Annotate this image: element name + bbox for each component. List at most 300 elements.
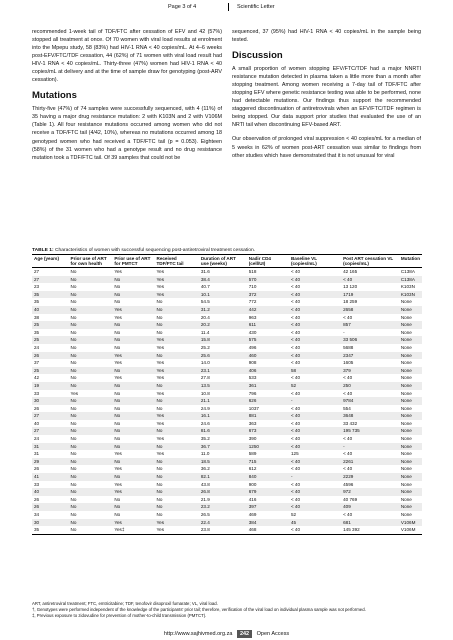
- cell-tdf-ftc-tail: No: [155, 352, 199, 360]
- cell-age: 25: [32, 321, 69, 329]
- cell-tdf-ftc-tail: Yes: [156, 269, 164, 274]
- table-row: [32, 473, 422, 481]
- cell-baseline-vl: < 40: [289, 488, 341, 496]
- cell-age: 33: [34, 390, 40, 396]
- cell-tdf-ftc-tail: No: [156, 481, 163, 487]
- cell-mutation: K103N: [400, 284, 415, 290]
- header-baseline-vl: Baseline VL (copies/mL): [289, 255, 341, 268]
- cell-post-art-vl: -: [341, 443, 399, 451]
- cell-age: 27: [32, 276, 69, 284]
- cell-duration: 25.6: [199, 352, 247, 360]
- cell-duration: 10.8: [200, 390, 210, 396]
- cell-prior-art-pmtct: No: [114, 284, 121, 290]
- cell-post-art-vl: 3648: [341, 412, 399, 420]
- header-duration: Duration of ART use (weeks): [199, 255, 247, 268]
- cell-baseline-vl: < 40: [290, 466, 301, 472]
- cell-post-art-vl: 554: [343, 405, 351, 411]
- cell-baseline-vl: < 40: [290, 436, 301, 442]
- table-caption-label: TABLE 1:: [32, 248, 54, 253]
- cell-baseline-vl: < 40: [289, 321, 341, 329]
- cell-duration: 40.7: [200, 284, 210, 290]
- cell-tdf-ftc-tail: No: [156, 405, 163, 411]
- cell-baseline-vl: < 40: [290, 314, 301, 320]
- cell-baseline-vl: < 40: [289, 503, 341, 511]
- cell-nadir-cd4: 673: [247, 427, 289, 435]
- cell-post-art-vl: < 40: [343, 314, 353, 320]
- table-row: [32, 298, 422, 306]
- cell-tdf-ftc-tail: No: [155, 382, 199, 390]
- cell-nadir-cd4: 900: [248, 481, 257, 487]
- cell-nadir-cd4: 518: [248, 269, 257, 274]
- cell-tdf-ftc-tail: Yes: [155, 519, 199, 527]
- cell-prior-art-own-health: No: [69, 382, 113, 390]
- cell-duration: 26.8: [199, 488, 247, 496]
- cell-baseline-vl: < 40: [290, 344, 301, 350]
- cell-prior-art-pmtct: No: [112, 427, 154, 435]
- cell-post-art-vl: 40 769: [343, 496, 358, 502]
- cell-baseline-vl: 125: [290, 451, 299, 457]
- cell-prior-art-pmtct: No: [114, 405, 121, 411]
- cell-age: 25: [32, 367, 69, 375]
- cell-tdf-ftc-tail: No: [155, 458, 199, 466]
- table-row: [32, 503, 422, 511]
- cell-mutation: None: [400, 390, 412, 396]
- table-row: [32, 344, 422, 352]
- cell-duration: 23.1: [199, 367, 247, 375]
- cell-nadir-cd4: 1250: [247, 443, 289, 451]
- table-row: [32, 511, 422, 519]
- cell-mutation: None: [400, 436, 412, 442]
- cell-prior-art-own-health: No: [70, 451, 77, 457]
- cell-age: 35: [34, 299, 40, 305]
- cell-baseline-vl: < 40: [290, 299, 301, 305]
- cell-baseline-vl: < 40: [289, 427, 341, 435]
- cell-mutation: None: [399, 336, 422, 344]
- cell-prior-art-pmtct: No: [112, 336, 154, 344]
- cell-age: 42: [34, 375, 40, 381]
- cell-post-art-vl: 681: [341, 519, 399, 527]
- cell-prior-art-own-health: Yes: [70, 390, 79, 396]
- cell-post-art-vl: 33 506: [341, 336, 399, 344]
- cell-tdf-ftc-tail: Yes: [155, 412, 199, 420]
- cell-nadir-cd4: 963: [248, 314, 257, 320]
- cell-mutation: V106M: [399, 526, 422, 534]
- cell-duration: 22.4: [199, 519, 247, 527]
- table-footnotes: [32, 601, 422, 618]
- cell-prior-art-own-health: No: [70, 405, 77, 411]
- cell-baseline-vl: 52: [289, 382, 341, 390]
- cell-post-art-vl: 18 259: [343, 299, 358, 305]
- cell-post-art-vl: 145 392: [341, 526, 399, 534]
- cell-duration: 27.8: [200, 375, 210, 381]
- table-row: [32, 435, 422, 443]
- cell-prior-art-pmtct: Yes: [112, 488, 154, 496]
- cell-tdf-ftc-tail: Yes: [156, 284, 164, 290]
- cell-prior-art-own-health: No: [69, 458, 113, 466]
- cell-mutation: None: [399, 458, 422, 466]
- cell-prior-art-pmtct: No: [114, 390, 121, 396]
- cell-mutation: V106M: [399, 519, 422, 527]
- cell-tdf-ftc-tail: Yes: [156, 451, 164, 457]
- table-row: [32, 488, 422, 496]
- cell-nadir-cd4: 468: [247, 526, 289, 534]
- cell-mutation: None: [400, 360, 412, 366]
- cell-prior-art-pmtct: No: [114, 344, 121, 350]
- footnote-pmtct: ‡, Previous exposure to zidovudine for prevention of mother-to-child transmission (PMTCT).: [32, 612, 207, 618]
- cell-age: 23: [34, 284, 40, 290]
- cell-baseline-vl: < 40: [289, 526, 341, 534]
- discussion-heading: Discussion: [232, 50, 283, 62]
- table-row: [32, 450, 422, 458]
- cell-prior-art-pmtct: No: [112, 276, 154, 284]
- cell-prior-art-pmtct: Yes: [114, 466, 122, 472]
- cell-nadir-cd4: 460: [247, 352, 289, 360]
- header-post-art-vl: Post ART cessation VL (copies/mL): [341, 255, 399, 268]
- cell-nadir-cd4: 416: [248, 496, 257, 502]
- cell-baseline-vl: < 40: [290, 375, 301, 381]
- cell-nadir-cd4: 442: [247, 306, 289, 314]
- cell-prior-art-pmtct: Yes: [114, 269, 122, 274]
- cell-prior-art-own-health: No: [69, 526, 113, 534]
- cell-mutation: None: [400, 344, 412, 350]
- cell-post-art-vl: 409: [341, 503, 399, 511]
- cell-tdf-ftc-tail: No: [156, 299, 163, 305]
- cell-post-art-vl: 2347: [341, 352, 399, 360]
- cell-prior-art-own-health: No: [69, 397, 113, 405]
- cell-age: 26: [32, 352, 69, 360]
- table-row: [32, 283, 422, 291]
- cell-prior-art-pmtct: Yes: [112, 519, 154, 527]
- cell-age: 19: [32, 382, 69, 390]
- cell-age: 40: [32, 306, 69, 314]
- cell-tdf-ftc-tail: No: [155, 503, 199, 511]
- table-row: [32, 314, 422, 322]
- cell-age: 29: [32, 458, 69, 466]
- cell-duration: 16.1: [199, 412, 247, 420]
- cell-mutation: None: [399, 382, 422, 390]
- cell-tdf-ftc-tail: Yes: [155, 336, 199, 344]
- table-row: [32, 306, 422, 314]
- table-row: [32, 390, 422, 398]
- table-header-row: [32, 255, 422, 268]
- results-paragraph-2: Thirty-five (47%) of 74 samples were successfully sequenced, with 4 (11%) of 35 having a major drug resistance mutation: 2 with K103N and 2 with V106M (Table 1). All four resistance mutations occurred among women who did not receive a TDF/FTC tail (4/42, 10%), whereas no mutations occurred among 18 genotyped women who had received a TDF/FTC tail (p = 0.053). Eighteen (58%) of the 31 women who had a genotype result and no drug resistance mutation took a TDF/FTC tail. Of 39 samples that could not be: [32, 106, 222, 161]
- table-row: [32, 374, 422, 382]
- cell-age: 35: [34, 329, 40, 335]
- cell-nadir-cd4: 715: [247, 458, 289, 466]
- cell-mutation: None: [399, 473, 422, 481]
- cell-prior-art-pmtct: No: [114, 496, 121, 502]
- cell-prior-art-pmtct: Yes: [114, 451, 122, 457]
- cell-tdf-ftc-tail: No: [156, 512, 163, 517]
- cell-baseline-vl: -: [289, 473, 341, 481]
- cell-post-art-vl: -: [343, 329, 345, 335]
- table-row: [32, 458, 422, 466]
- cell-duration: 82.1: [199, 473, 247, 481]
- cell-nadir-cd4: 626: [247, 397, 289, 405]
- cell-prior-art-pmtct: Yes‡: [112, 526, 154, 534]
- header-prior-art-own-health: Prior use of ART for own health: [69, 255, 113, 268]
- cell-prior-art-pmtct: No: [114, 420, 121, 426]
- table-row: [32, 352, 422, 360]
- cell-prior-art-own-health: No: [70, 420, 77, 426]
- cell-post-art-vl: 379: [341, 367, 399, 375]
- cell-duration: 20.2: [199, 321, 247, 329]
- cell-prior-art-own-health: No: [69, 503, 113, 511]
- cell-duration: 81.6: [199, 427, 247, 435]
- cell-prior-art-own-health: No: [69, 367, 113, 375]
- journal-url-link[interactable]: http://www.sajhivmed.org.za: [163, 631, 233, 637]
- cell-baseline-vl: < 40: [290, 420, 301, 426]
- cell-tdf-ftc-tail: No: [156, 496, 163, 502]
- cell-nadir-cd4: 612: [248, 466, 257, 472]
- cell-baseline-vl: < 40: [289, 443, 341, 451]
- cell-nadir-cd4: 796: [248, 390, 257, 396]
- characteristics-table: [32, 254, 422, 535]
- mutations-heading: Mutations: [32, 90, 77, 102]
- cell-nadir-cd4: 533: [248, 375, 257, 381]
- cell-prior-art-own-health: No: [70, 512, 77, 517]
- cell-post-art-vl: 9784: [341, 397, 399, 405]
- header-prior-art-pmtct: Prior use of ART for PMTCT: [112, 255, 154, 268]
- cell-duration: 43.8: [200, 481, 210, 487]
- cell-nadir-cd4: 430: [248, 329, 257, 335]
- table-row: [32, 276, 422, 284]
- cell-nadir-cd4: 469: [248, 512, 257, 517]
- cell-duration: 35.2: [200, 436, 210, 442]
- cell-prior-art-own-health: No: [70, 314, 77, 320]
- cell-mutation: C138A: [400, 269, 415, 274]
- cell-nadir-cd4: 384: [247, 519, 289, 527]
- cell-age: 27: [32, 412, 69, 420]
- cell-prior-art-pmtct: No: [112, 458, 154, 466]
- cell-post-art-vl: < 40: [341, 276, 399, 284]
- cell-baseline-vl: < 40: [289, 412, 341, 420]
- cell-tdf-ftc-tail: No: [156, 314, 163, 320]
- cell-tdf-ftc-tail: Yes: [155, 276, 199, 284]
- cell-mutation: None: [399, 352, 422, 360]
- cell-tdf-ftc-tail: No: [156, 329, 163, 335]
- cell-prior-art-own-health: No: [70, 299, 77, 305]
- results-paragraph-3: sequenced, 37 (95%) had HIV-1 RNA < 40 copies/mL in the sample being tested.: [232, 29, 421, 44]
- header-mutation: Mutation: [399, 255, 422, 268]
- cell-tdf-ftc-tail: Yes: [156, 344, 164, 350]
- footnote-abbreviations: ART, antiretroviral treatment; FTC, emtricitabine; TDF, tenofovir disoproxil fumarate; VL, viral load.: [32, 601, 218, 606]
- cell-post-art-vl: 857: [341, 321, 399, 329]
- cell-age: 34: [34, 512, 40, 517]
- cell-prior-art-own-health: No: [69, 336, 113, 344]
- table-row: [32, 519, 422, 527]
- cell-baseline-vl: < 40: [290, 360, 301, 366]
- table-caption: [32, 248, 255, 253]
- table-row: [32, 526, 422, 534]
- cell-post-art-vl: 2229: [341, 473, 399, 481]
- cell-duration: 18.5: [199, 458, 247, 466]
- cell-baseline-vl: 58: [289, 367, 341, 375]
- cell-baseline-vl: < 40: [289, 336, 341, 344]
- cell-post-art-vl: 1719: [341, 291, 399, 299]
- cell-age: 30: [32, 397, 69, 405]
- cell-prior-art-own-health: No: [69, 321, 113, 329]
- cell-prior-art-own-health: No: [69, 412, 113, 420]
- cell-baseline-vl: 45: [289, 519, 341, 527]
- cell-duration: 21.1: [199, 397, 247, 405]
- cell-duration: 15.8: [199, 336, 247, 344]
- cell-tdf-ftc-tail: Yes: [155, 367, 199, 375]
- cell-mutation: None: [399, 503, 422, 511]
- cell-mutation: None: [399, 321, 422, 329]
- header-nadir-cd4: Nadir CD4 (cell/UI): [247, 255, 289, 268]
- table-row: [32, 336, 422, 344]
- cell-duration: 38.4: [199, 276, 247, 284]
- cell-nadir-cd4: 496: [248, 344, 257, 350]
- discussion-paragraph-2: Our observation of prolonged viral suppression < 40 copies/mL for a median of 5 weeks in 62% of women post-ART cessation was similar to findings from other studies which have demonstrated that it is not unusual for viral: [232, 136, 421, 159]
- cell-post-art-vl: 195 735: [341, 427, 399, 435]
- cell-mutation: None: [400, 496, 412, 502]
- cell-age: 35: [32, 291, 69, 299]
- cell-prior-art-pmtct: No: [112, 382, 154, 390]
- cell-mutation: None: [399, 443, 422, 451]
- cell-nadir-cd4: 406: [247, 367, 289, 375]
- cell-post-art-vl: 4596: [343, 481, 354, 487]
- cell-nadir-cd4: 611: [247, 321, 289, 329]
- cell-post-art-vl: 2261: [341, 458, 399, 466]
- cell-post-art-vl: 972: [341, 488, 399, 496]
- cell-nadir-cd4: 589: [248, 451, 257, 457]
- cell-nadir-cd4: 1037: [248, 405, 259, 411]
- cell-nadir-cd4: 710: [248, 284, 257, 290]
- cell-tdf-ftc-tail: No: [156, 466, 163, 472]
- cell-nadir-cd4: 570: [247, 276, 289, 284]
- cell-prior-art-own-health: No: [70, 329, 77, 335]
- discussion-paragraph-1: A small proportion of women stopping EFV/FTC/TDF had a major NNRTI resistance mutation detected in plasma taken a little more than a month after stopping treatment. Among women receiving a 7-day tail of TDF/FTC after stopping EFV where genetic resistance testing was able to be performed, none had detectable mutations. Our findings thus support the recommended staggered discontinuation of antiretrovirals when an EFV/FTC/TDF regimen is being stopped. Our data support prior studies that evaluated the use of an NRTI tail when discontinuing EFV-based ART.: [232, 66, 421, 129]
- cell-prior-art-own-health: No: [70, 375, 77, 381]
- cell-baseline-vl: < 40: [289, 306, 341, 314]
- cell-tdf-ftc-tail: No: [155, 321, 199, 329]
- cell-duration: 14.0: [200, 360, 210, 366]
- table-row: [32, 465, 422, 473]
- cell-mutation: None: [400, 512, 412, 517]
- cell-baseline-vl: < 40: [290, 269, 301, 274]
- cell-nadir-cd4: 679: [247, 488, 289, 496]
- cell-post-art-vl: < 40: [343, 451, 353, 457]
- cell-baseline-vl: < 40: [289, 352, 341, 360]
- cell-age: 41: [32, 473, 69, 481]
- cell-prior-art-own-health: No: [69, 488, 113, 496]
- cell-tdf-ftc-tail: Yes: [156, 390, 164, 396]
- page-footer: [0, 630, 453, 638]
- cell-prior-art-own-health: No: [69, 306, 113, 314]
- open-access-label: Open Access: [256, 631, 290, 637]
- table-row: [32, 367, 422, 375]
- cell-prior-art-own-health: No: [69, 443, 113, 451]
- cell-age: 37: [34, 360, 40, 366]
- cell-duration: 25.2: [200, 344, 210, 350]
- cell-prior-art-own-health: No: [70, 360, 77, 366]
- cell-prior-art-pmtct: No: [112, 291, 154, 299]
- cell-age: 26: [34, 405, 40, 411]
- cell-baseline-vl: < 40: [290, 496, 301, 502]
- cell-tdf-ftc-tail: Yes: [155, 291, 199, 299]
- cell-age: 27: [34, 269, 40, 274]
- cell-mutation: None: [399, 427, 422, 435]
- cell-tdf-ftc-tail: Yes: [155, 526, 199, 534]
- cell-prior-art-pmtct: Yes: [114, 481, 122, 487]
- cell-age: 26: [32, 503, 69, 511]
- cell-prior-art-pmtct: No: [112, 367, 154, 375]
- cell-age: 30: [32, 519, 69, 527]
- table-row: [32, 382, 422, 390]
- footnote-genotypes: †, Genotypes were performed independent of the knowledge of the participants' prior tail; therefore, verification of the viral load on individual plasma sample was not performed.: [32, 606, 366, 612]
- cell-baseline-vl: < 40: [289, 458, 341, 466]
- cell-tdf-ftc-tail: Yes: [156, 436, 164, 442]
- cell-duration: 31.6: [200, 269, 210, 274]
- cell-baseline-vl: < 40: [289, 276, 341, 284]
- cell-prior-art-own-health: No: [69, 519, 113, 527]
- cell-age: 26: [34, 466, 40, 472]
- cell-mutation: None: [399, 397, 422, 405]
- cell-prior-art-pmtct: No: [114, 299, 121, 305]
- cell-mutation: None: [400, 405, 412, 411]
- cell-prior-art-pmtct: No: [112, 473, 154, 481]
- header-tdf-ftc-tail: Received TDF/FTC tail: [155, 255, 199, 268]
- left-column: [32, 28, 222, 168]
- cell-post-art-vl: 33 432: [343, 420, 358, 426]
- cell-age: 27: [32, 427, 69, 435]
- cell-duration: 10.1: [199, 291, 247, 299]
- cell-age: 31: [32, 443, 69, 451]
- cell-tdf-ftc-tail: No: [155, 473, 199, 481]
- cell-tdf-ftc-tail: No: [155, 488, 199, 496]
- page-number: 242: [237, 630, 252, 638]
- cell-prior-art-own-health: No: [70, 284, 77, 290]
- cell-baseline-vl: < 40: [290, 390, 301, 396]
- cell-age: 26: [34, 496, 40, 502]
- cell-prior-art-pmtct: No: [114, 329, 121, 335]
- header-age: Age (years): [32, 255, 69, 268]
- cell-prior-art-own-health: No: [70, 481, 77, 487]
- section-label: Scientific Letter: [237, 4, 275, 10]
- table-body: [32, 268, 422, 535]
- cell-mutation: None: [400, 314, 412, 320]
- cell-duration: 11.0: [200, 451, 210, 457]
- cell-prior-art-pmtct: No: [112, 412, 154, 420]
- cell-prior-art-pmtct: No: [112, 321, 154, 329]
- cell-mutation: None: [399, 367, 422, 375]
- cell-age: 35: [32, 526, 69, 534]
- table-row: [32, 443, 422, 451]
- cell-mutation: None: [400, 481, 412, 487]
- cell-post-art-vl: < 40: [343, 375, 353, 381]
- cell-duration: 13.5: [199, 382, 247, 390]
- cell-prior-art-pmtct: No: [112, 503, 154, 511]
- table-row: [32, 405, 422, 413]
- cell-post-art-vl: 250: [341, 382, 399, 390]
- cell-prior-art-pmtct: No: [114, 512, 121, 517]
- cell-mutation: K103N: [399, 291, 422, 299]
- cell-mutation: None: [399, 412, 422, 420]
- table-row: [32, 291, 422, 299]
- cell-nadir-cd4: 390: [248, 436, 257, 442]
- cell-tdf-ftc-tail: No: [155, 306, 199, 314]
- cell-mutation: None: [399, 488, 422, 496]
- cell-duration: 23.2: [199, 503, 247, 511]
- page-header: [0, 0, 453, 14]
- cell-baseline-vl: < 40: [290, 405, 301, 411]
- cell-mutation: None: [400, 299, 412, 305]
- cell-nadir-cd4: 840: [247, 473, 289, 481]
- header-divider: [228, 3, 229, 11]
- table-row: [32, 496, 422, 504]
